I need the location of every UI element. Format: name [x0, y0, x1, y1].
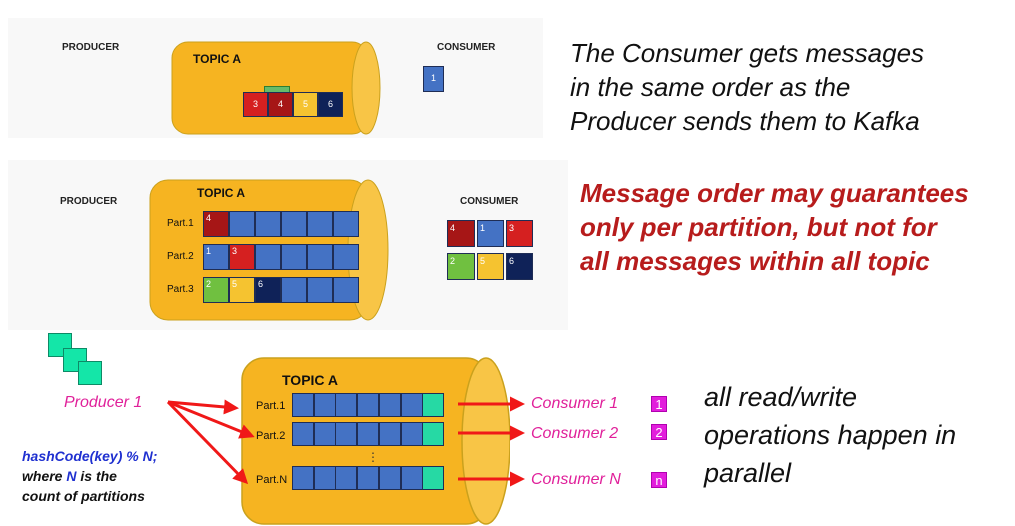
text3-line3: parallel: [704, 458, 792, 488]
arrow-producer-partN: [168, 402, 246, 482]
consumer-1-badge: 1: [651, 396, 667, 412]
panel3-part1-label: Part.1: [256, 400, 286, 412]
text1-line1: The Consumer gets messages: [570, 38, 925, 68]
consumer-2-badge: 2: [651, 424, 667, 440]
text-parallel: [704, 378, 956, 492]
text1-line3: Producer sends them to Kafka: [570, 106, 920, 136]
hash-line2-n: N: [66, 468, 77, 484]
consumer-2-label: Consumer 2: [531, 425, 619, 442]
panel2-part3-marker: 2: [206, 279, 212, 289]
text3-line1: all read/write: [704, 382, 858, 412]
producer-1-label: Producer 1: [64, 394, 143, 411]
panel2-consumer-msg-6-label: 6: [509, 256, 515, 266]
panel2-part2-label: Part.2: [167, 251, 194, 262]
panel1-msg-5: 5: [293, 92, 318, 117]
panel1-consumer-msg: 1: [423, 66, 444, 92]
hash-line2-pre: where: [22, 468, 67, 484]
hash-line1: hashCode(key) % N;: [22, 448, 158, 464]
hash-line2: [22, 466, 157, 486]
hash-line2-post: is the: [76, 468, 117, 484]
panel2-consumer-msg-5-label: 5: [480, 256, 486, 266]
text2-line2: only per partition, but not for: [580, 212, 937, 242]
consumer-n-badge: n: [651, 472, 667, 488]
text2-line1: Message order may guarantees: [580, 178, 969, 208]
panel2-consumer-label: CONSUMER: [460, 196, 519, 207]
consumer-1-label: Consumer 1: [531, 395, 619, 412]
text1-line2: in the same order as the: [570, 72, 851, 102]
panel2-topic-label: TOPIC A: [197, 186, 246, 200]
panel3-ellipsis: ⋮: [367, 450, 379, 464]
panel2-consumer-msg-4-label: 4: [450, 223, 456, 233]
panel1-msg-6: 6: [318, 92, 343, 117]
panel2-consumer-msg-1-label: 1: [480, 223, 486, 233]
panel1-msg-4: 4: [268, 92, 293, 117]
hash-formula: [22, 446, 157, 506]
hash-line3: count of partitions: [22, 488, 145, 504]
panel1-producer-label: PRODUCER: [62, 42, 120, 53]
panel2-part3-marker: 6: [258, 279, 264, 289]
panel1-consumer-label: CONSUMER: [437, 42, 496, 53]
panel3-partN-label: Part.N: [256, 474, 288, 486]
panel2-part1-marker: 4: [206, 213, 212, 223]
panel2-producer-label: PRODUCER: [60, 196, 118, 207]
panel2-consumer-msg-2-label: 2: [450, 256, 456, 266]
panel1-msg-3: 3: [243, 92, 268, 117]
panel2-consumer-msg-3-label: 3: [509, 223, 515, 233]
text2-line3: all messages within all topic: [580, 246, 930, 276]
panel2-part2-marker: 1: [206, 246, 212, 256]
panel3-part2-label: Part.2: [256, 430, 286, 442]
panel2-part2-marker: 3: [232, 246, 238, 256]
panel2-part3-marker: 5: [232, 279, 238, 289]
panel3-topic-label: TOPIC A: [282, 372, 339, 388]
panel1-topic-label: TOPIC A: [193, 52, 242, 66]
panel2-part1-label: Part.1: [167, 218, 194, 229]
text3-line2: operations happen in: [704, 420, 957, 450]
consumer-n-label: Consumer N: [531, 471, 621, 488]
panel2-part3-label: Part.3: [167, 284, 194, 295]
